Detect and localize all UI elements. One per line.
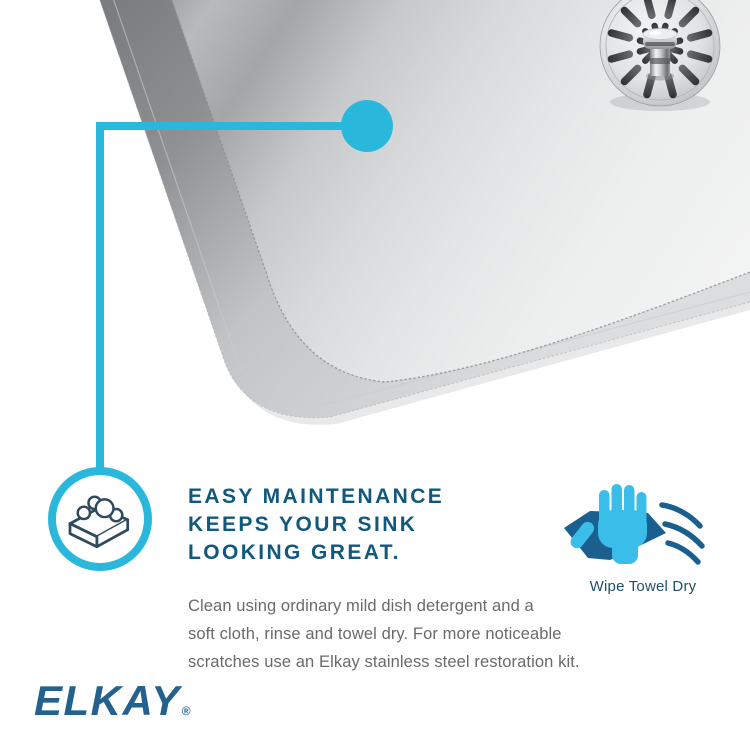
towel-tip: [552, 474, 722, 595]
headline-line-3: LOOKING GREAT.: [188, 541, 401, 564]
motion-lines-icon: [662, 505, 702, 562]
body-copy: [188, 592, 580, 676]
wipe-towel-hand-icon: [552, 474, 718, 578]
sponge-soap-icon: [60, 479, 140, 559]
feature-circle: [48, 467, 152, 571]
headline-line-1: EASY MAINTENANCE: [188, 485, 445, 508]
elkay-logo: [34, 677, 192, 725]
towel-tip-label: Wipe Towel Dry: [589, 578, 697, 595]
callout-line-horizontal: [96, 122, 368, 130]
body-line-1: Clean using ordinary mild dish detergent and a: [188, 597, 534, 615]
callout-line-vertical: [96, 122, 104, 471]
callout-dot: [341, 100, 393, 152]
headline: [188, 483, 444, 567]
elkay-logo-text: ELKAY: [34, 677, 181, 724]
body-line-2: soft cloth, rinse and towel dry. For more noticeable: [188, 625, 562, 643]
registered-mark: ®: [181, 704, 193, 718]
body-line-3: scratches use an Elkay stainless steel restoration kit.: [188, 653, 580, 671]
headline-line-2: KEEPS YOUR SINK: [188, 513, 418, 536]
